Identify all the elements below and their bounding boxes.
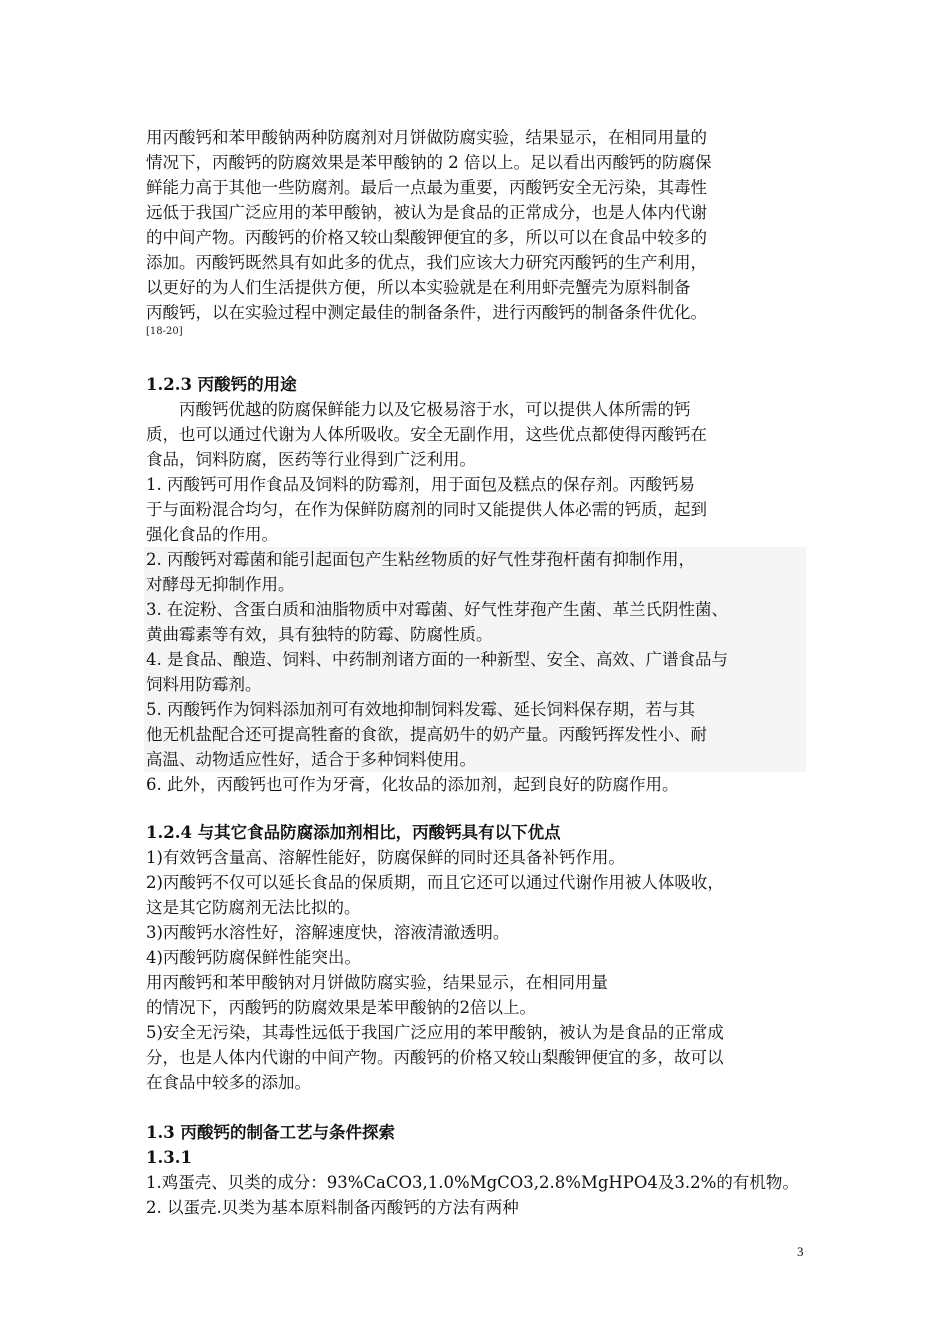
subsection-heading: 1.3.1: [146, 1148, 192, 1167]
section-heading: 1.2.4 与其它食品防腐添加剂相比，丙酸钙具有以下优点: [146, 823, 561, 842]
text-line: 添加。丙酸钙既然具有如此多的优点，我们应该大力研究丙酸钙的生产利用，: [146, 253, 707, 272]
text-line: 远低于我国广泛应用的苯甲酸钠，被认为是食品的正常成分，也是人体内代谢: [146, 203, 707, 222]
text-line: 食品，饲料防腐，医药等行业得到广泛利用。: [146, 450, 476, 469]
text-line: 鲜能力高于其他一些防腐剂。最后一点最为重要，丙酸钙安全无污染，其毒性: [146, 178, 707, 197]
text-line: 4. 是食品、酿造、饲料、中药制剂诸方面的一种新型、安全、高效、广谱食品与: [144, 647, 806, 672]
text-line: 于与面粉混合均匀，在作为保鲜防腐剂的同时又能提供人体必需的钙质，起到: [146, 500, 707, 519]
text-line: 丙酸钙优越的防腐保鲜能力以及它极易溶于水，可以提供人体所需的钙: [146, 400, 691, 419]
section-1-2-4: [146, 820, 816, 1095]
citation-reference: [18-20]: [146, 326, 183, 337]
text-line: 4)丙酸钙防腐保鲜性能突出。: [146, 948, 361, 967]
text-line: 这是其它防腐剂无法比拟的。: [146, 898, 361, 917]
section-1-3: [146, 1120, 816, 1220]
text-line: 3)丙酸钙水溶性好，溶解速度快，溶液清澈透明。: [146, 923, 510, 942]
text-line: 6. 此外，丙酸钙也可作为牙膏，化妆品的添加剂，起到良好的防腐作用。: [146, 775, 679, 794]
text-line: 黄曲霉素等有效，具有独特的防霉、防腐性质。: [144, 622, 806, 647]
text-line: 1. 丙酸钙可用作食品及饲料的防霉剂，用于面包及糕点的保存剂。丙酸钙易: [146, 475, 695, 494]
section-heading: 1.3 丙酸钙的制备工艺与条件探索: [146, 1123, 395, 1142]
text-line: 的情况下，丙酸钙的防腐效果是苯甲酸钠的2倍以上。: [146, 998, 536, 1017]
text-line: 1)有效钙含量高、溶解性能好，防腐保鲜的同时还具备补钙作用。: [146, 848, 625, 867]
text-line: 5)安全无污染，其毒性远低于我国广泛应用的苯甲酸钠，被认为是食品的正常成: [146, 1023, 724, 1042]
text-line: 2)丙酸钙不仅可以延长食品的保质期，而且它还可以通过代谢作用被人体吸收，: [146, 873, 724, 892]
text-line: 以更好的为人们生活提供方便，所以本实验就是在利用虾壳蟹壳为原料制备: [146, 278, 691, 297]
section-heading: 1.2.3 丙酸钙的用途: [146, 375, 297, 394]
text-line: 情况下，丙酸钙的防腐效果是苯甲酸钠的 2 倍以上。足以看出丙酸钙的防腐保: [146, 153, 712, 172]
text-line: 质，也可以通过代谢为人体所吸收。安全无副作用，这些优点都使得丙酸钙在: [146, 425, 707, 444]
page-number: 3: [797, 1244, 804, 1259]
section-1-2-3: [146, 372, 816, 797]
text-line: 丙酸钙，以在实验过程中测定最佳的制备条件，进行丙酸钙的制备条件优化。: [146, 303, 707, 322]
text-line: 用丙酸钙和苯甲酸钠对月饼做防腐实验，结果显示，在相同用量: [146, 973, 608, 992]
text-line: 分，也是人体内代谢的中间产物。丙酸钙的价格又较山梨酸钾便宜的多，故可以: [146, 1048, 724, 1067]
text-line: 他无机盐配合还可提高牲畜的食欲，提高奶牛的奶产量。丙酸钙挥发性小、耐: [144, 722, 806, 747]
text-line: 2. 丙酸钙对霉菌和能引起面包产生粘丝物质的好气性芽孢杆菌有抑制作用，: [144, 547, 806, 572]
text-line: 1.鸡蛋壳、贝类的成分：93%CaCO3,1.0%MgCO3,2.8%MgHPO4及3.2%的有机物。: [146, 1173, 799, 1192]
text-line: 强化食品的作用。: [146, 525, 278, 544]
text-line: 用丙酸钙和苯甲酸钠两种防腐剂对月饼做防腐实验，结果显示，在相同用量的: [146, 128, 707, 147]
text-line: 5. 丙酸钙作为饲料添加剂可有效地抑制饲料发霉、延长饲料保存期，若与其: [144, 697, 806, 722]
text-line: 3. 在淀粉、含蛋白质和油脂物质中对霉菌、好气性芽孢产生菌、革兰氏阴性菌、: [144, 597, 806, 622]
text-line: 的中间产物。丙酸钙的价格又较山梨酸钾便宜的多，所以可以在食品中较多的: [146, 228, 707, 247]
text-line: 2. 以蛋壳.贝类为基本原料制备丙酸钙的方法有两种: [146, 1198, 519, 1217]
text-line: 饲料用防霉剂。: [144, 672, 806, 697]
intro-paragraph: [146, 125, 816, 339]
text-line: 对酵母无抑制作用。: [144, 572, 806, 597]
text-line: 高温、动物适应性好，适合于多种饲料使用。: [144, 747, 806, 772]
text-line: 在食品中较多的添加。: [146, 1073, 311, 1092]
